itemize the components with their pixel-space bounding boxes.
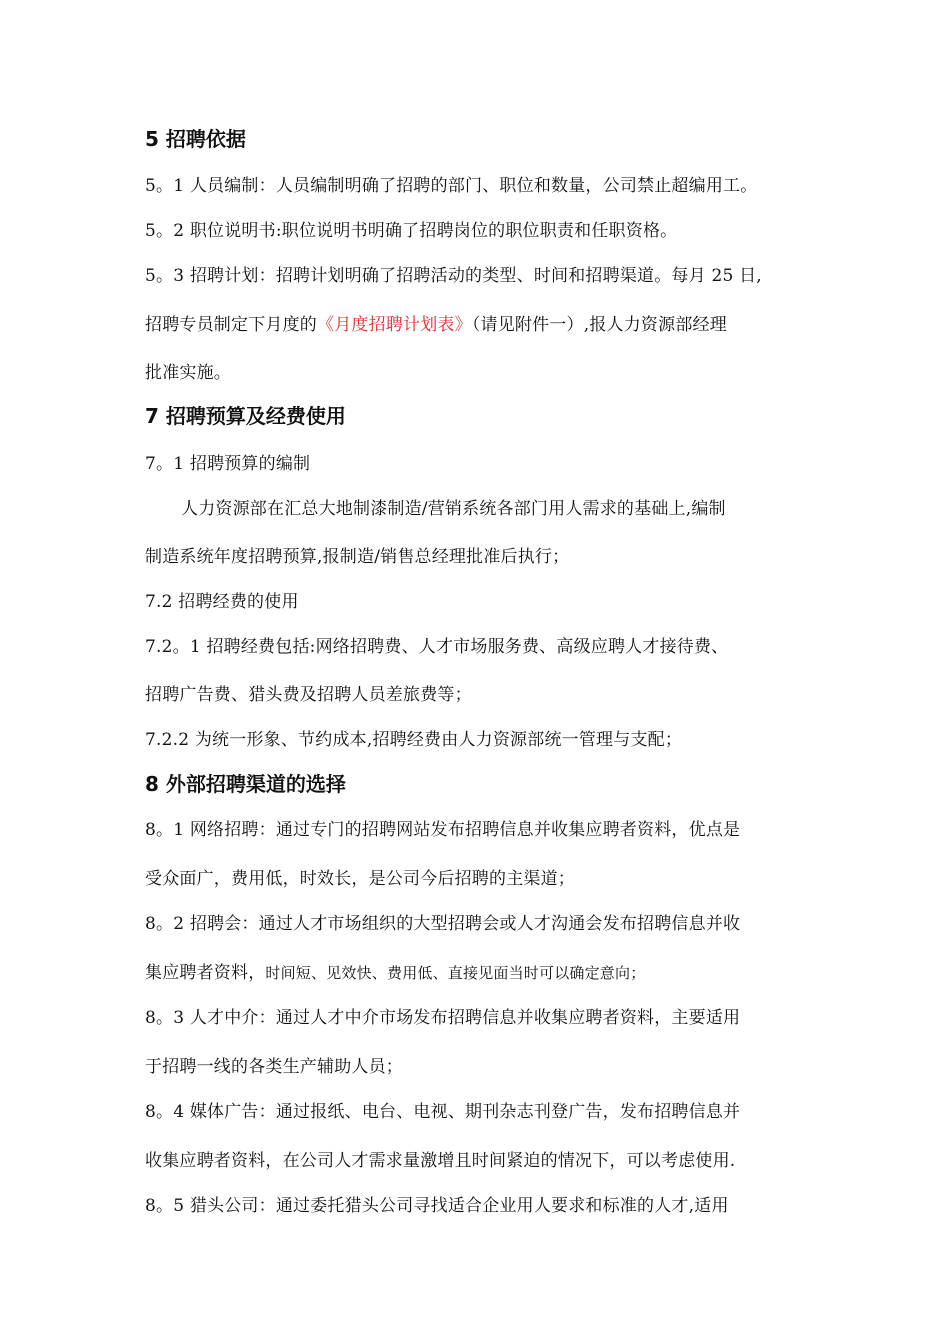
- section-8-4-line-1: 8。4 媒体广告：通过报纸、电台、电视、期刊杂志刊登广告，发布招聘信息并: [145, 1102, 741, 1122]
- section-5-2-text: 5。2 职位说明书:职位说明书明确了招聘岗位的职位职责和任职资格。: [145, 221, 678, 241]
- section-8-heading: 8 外部招聘渠道的选择: [145, 772, 346, 796]
- section-5-1-text: 5。1 人员编制：人员编制明确了招聘的部门、职位和数量，公司禁止超编用工。: [145, 176, 758, 196]
- section-5-3-line-1: 5。3 招聘计划：招聘计划明确了招聘活动的类型、时间和招聘渠道。每月 25 日,: [145, 266, 762, 286]
- section-7-2-title: 7.2 招聘经费的使用: [145, 592, 299, 612]
- section-5-3-line-2: [145, 313, 815, 337]
- section-8-3-line-1: 8。3 人才中介：通过人才中介市场发布招聘信息并收集应聘者资料，主要适用: [145, 1008, 741, 1028]
- section-7-2-2-text: 7.2.2 为统一形象、节约成本,招聘经费由人力资源部统一管理与支配；: [145, 730, 683, 750]
- section-8-2-line-1: 8。2 招聘会：通过人才市场组织的大型招聘会或人才沟通会发布招聘信息并收: [145, 914, 741, 934]
- section-8-2-line-2-start: 集应聘者资料，: [145, 963, 266, 983]
- section-8-2-line-2: [145, 961, 815, 985]
- section-7-2-1-line-1: 7.2。1 招聘经费包括:网络招聘费、人才市场服务费、高级应聘人才接待费、: [145, 637, 729, 657]
- section-7-1-title: 7。1 招聘预算的编制: [145, 454, 311, 474]
- section-7-heading: 7 招聘预算及经费使用: [145, 404, 346, 428]
- section-8-1-line-2: 受众面广，费用低，时效长，是公司今后招聘的主渠道；: [145, 869, 575, 889]
- section-7-1-para-line-1: 人力资源部在汇总大地制漆制造/营销系统各部门用人需求的基础上,编制: [181, 499, 726, 519]
- section-8-3-line-2: 于招聘一线的各类生产辅助人员；: [145, 1057, 403, 1077]
- monthly-plan-form-link[interactable]: 《月度招聘计划表》: [317, 315, 472, 335]
- section-7-2-1-line-2: 招聘广告费、猎头费及招聘人员差旅费等；: [145, 685, 472, 705]
- section-5-heading: 5 招聘依据: [145, 127, 246, 151]
- section-7-1-para-line-2: 制造系统年度招聘预算,报制造/销售总经理批准后执行；: [145, 547, 570, 567]
- section-8-1-line-1: 8。1 网络招聘：通过专门的招聘网站发布招聘信息并收集应聘者资料，优点是: [145, 820, 741, 840]
- section-8-5-line-1: 8。5 猎头公司：通过委托猎头公司寻找适合企业用人要求和标准的人才,适用: [145, 1196, 729, 1216]
- section-8-2-line-2-end: 时间短、见效快、费用低、直接见面当时可以确定意向；: [265, 964, 646, 982]
- section-5-3-text-before-link: 招聘专员制定下月度的: [145, 315, 317, 335]
- section-5-3-text-after-link: （请见附件一）,报人力资源部经理: [471, 315, 727, 335]
- section-8-4-line-2: 收集应聘者资料，在公司人才需求量激增且时间紧迫的情况下，可以考虑使用.: [145, 1151, 736, 1171]
- section-5-3-line-3: 批准实施。: [145, 363, 231, 383]
